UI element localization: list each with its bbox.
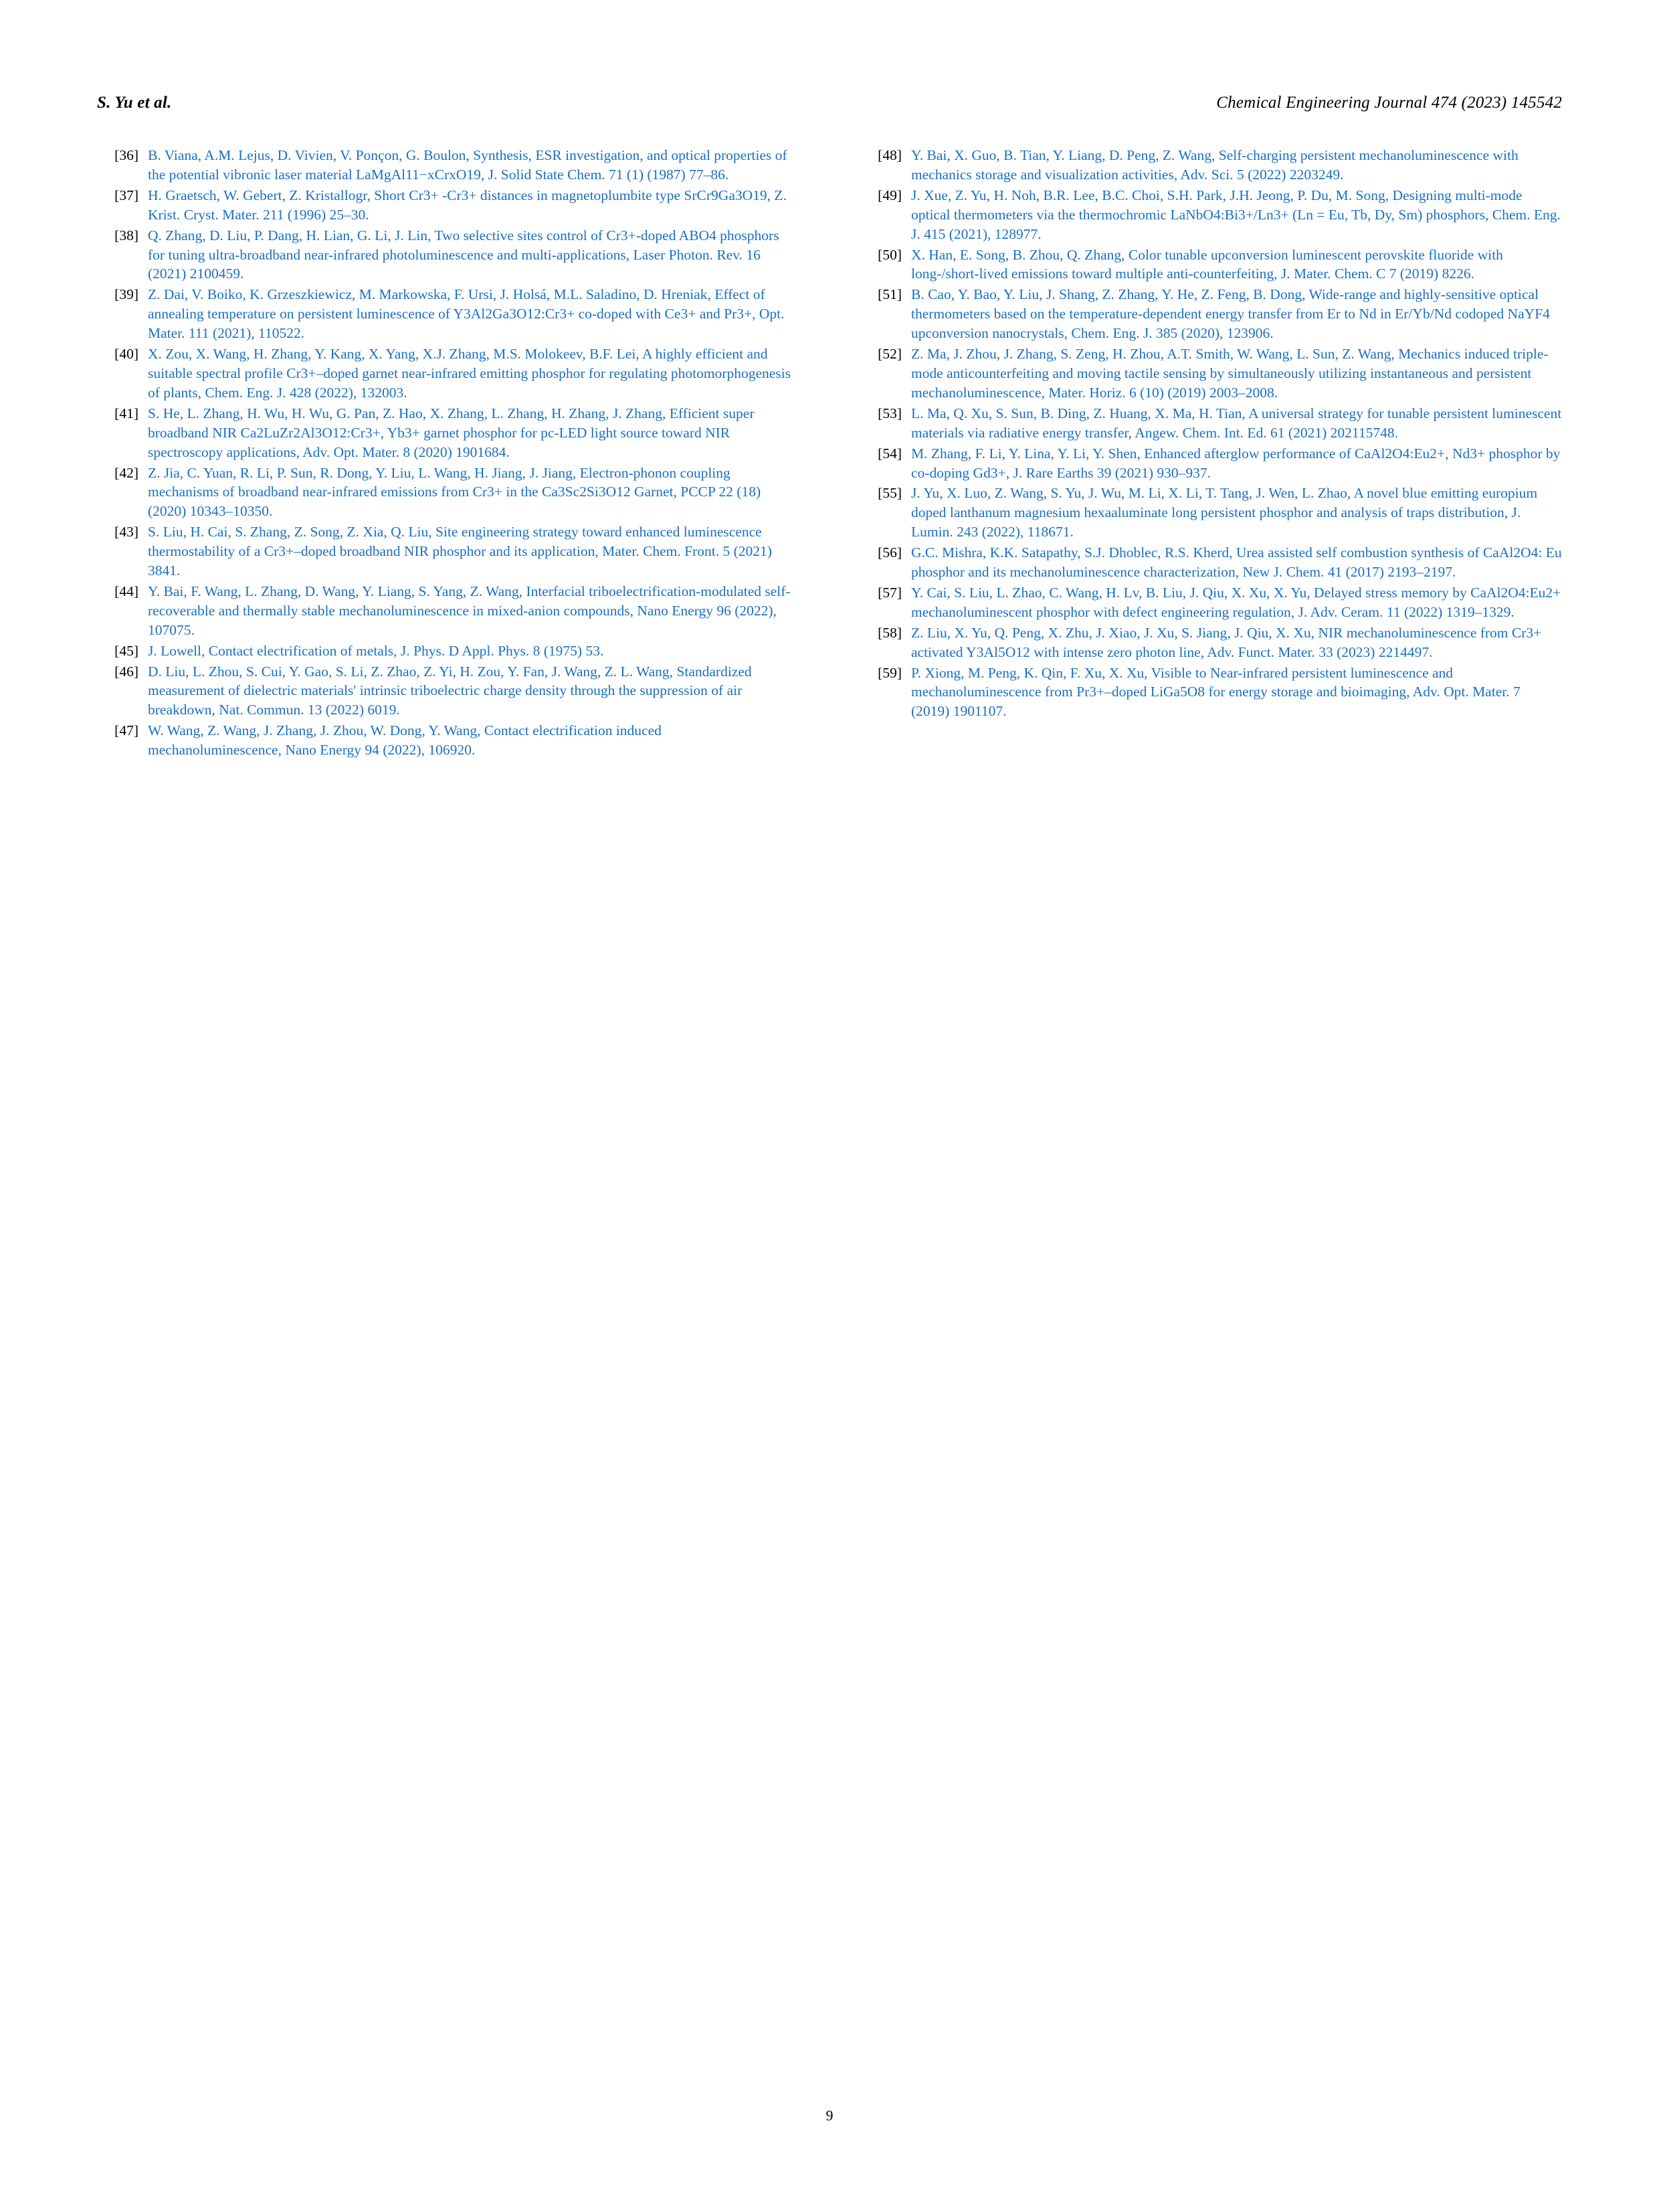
reference-item bbox=[97, 721, 799, 760]
reference-text[interactable]: J. Yu, X. Luo, Z. Wang, S. Yu, J. Wu, M. Li, X. Li, T. Tang, J. Wen, L. Zhao, A novel blue emitting europium doped lanthanum magnesium hexaaluminate long persistent phosphor and analysis of traps distribution, J. Lumin. 243 (2022), 118671. bbox=[911, 485, 1538, 540]
reference-text[interactable]: J. Xue, Z. Yu, H. Noh, B.R. Lee, B.C. Choi, S.H. Park, J.H. Jeong, P. Du, M. Song, Designing multi-mode optical thermometers via the thermochromic LaNbO4:Bi3+/Ln3+ (Ln = Eu, Tb, Dy, Sm) phosphors, Chem. Eng. J. 415 (2021), 128977. bbox=[911, 187, 1561, 242]
reference-number: [57] bbox=[878, 584, 902, 601]
reference-item bbox=[97, 522, 799, 581]
reference-text[interactable]: X. Zou, X. Wang, H. Zhang, Y. Kang, X. Yang, X.J. Zhang, M.S. Molokeev, B.F. Lei, A highly efficient and suitable spectral profile Cr3+–doped garnet near-infrared emitting phosphor for regulating photomorphogenesis of plants, Chem. Eng. J. 428 (2022), 132003. bbox=[148, 346, 791, 401]
reference-item bbox=[97, 464, 799, 522]
reference-item bbox=[860, 146, 1562, 185]
reference-number: [44] bbox=[114, 583, 138, 599]
reference-number: [39] bbox=[114, 286, 138, 303]
reference-text[interactable]: P. Xiong, M. Peng, K. Qin, F. Xu, X. Xu, Visible to Near-infrared persistent luminescence and mechanoluminescence from Pr3+–doped LiGa5O8 for energy storage and bioimaging, Adv. Opt. Mater. 7 (2019) 1901107. bbox=[911, 664, 1521, 720]
reference-number: [47] bbox=[114, 722, 138, 739]
reference-number: [52] bbox=[878, 346, 902, 363]
reference-number: [42] bbox=[114, 464, 138, 481]
reference-item bbox=[97, 641, 799, 661]
reference-number: [59] bbox=[878, 664, 902, 681]
reference-number: [49] bbox=[878, 187, 902, 203]
reference-text[interactable]: H. Graetsch, W. Gebert, Z. Kristallogr, Short Cr3+ -Cr3+ distances in magnetoplumbite type SrCr9Ga3O19, Z. Krist. Cryst. Mater. 211 (1996) 25–30. bbox=[148, 187, 787, 223]
reference-text[interactable]: Z. Ma, J. Zhou, J. Zhang, S. Zeng, H. Zhou, A.T. Smith, W. Wang, L. Sun, Z. Wang, Mechanics induced triple-mode anticounterfeiting and moving tactile sensing by simultaneously utilizing instantaneous and persistent mechanoluminescence, Mater. Horiz. 6 (10) (2019) 2003–2008. bbox=[911, 346, 1549, 401]
reference-item bbox=[97, 186, 799, 225]
reference-number: [54] bbox=[878, 445, 902, 462]
reference-text[interactable]: J. Lowell, Contact electrification of metals, J. Phys. D Appl. Phys. 8 (1975) 53. bbox=[148, 642, 604, 659]
reference-number: [43] bbox=[114, 524, 138, 540]
reference-item bbox=[97, 662, 799, 720]
reference-item bbox=[97, 285, 799, 343]
reference-number: [51] bbox=[878, 286, 902, 303]
reference-item bbox=[860, 404, 1562, 443]
reference-number: [53] bbox=[878, 405, 902, 421]
reference-item bbox=[860, 583, 1562, 622]
reference-text[interactable]: B. Cao, Y. Bao, Y. Liu, J. Shang, Z. Zhang, Y. He, Z. Feng, B. Dong, Wide-range and highly-sensitive optical thermometers based on the temperature-dependent energy transfer from Er to Nd in Er/Yb/Nd codoped NaYF4 upconversion nanocrystals, Chem. Eng. J. 385 (2020), 123906. bbox=[911, 286, 1550, 342]
reference-text[interactable]: Z. Jia, C. Yuan, R. Li, P. Sun, R. Dong, Y. Liu, L. Wang, H. Jiang, J. Jiang, Electron-phonon coupling mechanisms of broadband near-infrared emissions from Cr3+ in the Ca3Sc2Si3O12 Garnet, PCCP 22 (18) (2020) 10343–10350. bbox=[148, 464, 761, 520]
reference-item bbox=[97, 344, 799, 403]
running-head-authors: S. Yu et al. bbox=[97, 94, 172, 112]
reference-item bbox=[97, 582, 799, 640]
reference-number: [36] bbox=[114, 147, 138, 163]
reference-number: [37] bbox=[114, 187, 138, 203]
reference-number: [48] bbox=[878, 147, 902, 163]
reference-number: [45] bbox=[114, 642, 138, 659]
reference-text[interactable]: S. Liu, H. Cai, S. Zhang, Z. Song, Z. Xia, Q. Liu, Site engineering strategy toward enhanced luminescence thermostability of a Cr3+–doped broadband NIR phosphor and its application, Mater. Chem. Front. 5 (2021) 3841. bbox=[148, 524, 772, 579]
reference-text[interactable]: W. Wang, Z. Wang, J. Zhang, J. Zhou, W. Dong, Y. Wang, Contact electrification induced mechanoluminescence, Nano Energy 94 (2022), 106920. bbox=[148, 722, 662, 759]
reference-number: [56] bbox=[878, 544, 902, 561]
reference-text[interactable]: Y. Bai, X. Guo, B. Tian, Y. Liang, D. Peng, Z. Wang, Self-charging persistent mechanoluminescence with mechanics storage and visualization activities, Adv. Sci. 5 (2022) 2203249. bbox=[911, 147, 1519, 183]
reference-item bbox=[860, 285, 1562, 343]
reference-column-left bbox=[97, 146, 799, 761]
reference-item bbox=[97, 146, 799, 185]
reference-text[interactable]: Z. Dai, V. Boiko, K. Grzeszkiewicz, M. Markowska, F. Ursi, J. Holsá, M.L. Saladino, D. Hreniak, Effect of annealing temperature on persistent luminescence of Y3Al2Ga3O12:Cr3+ co-doped with Ce3+ and Pr3+, Opt. Mater. 111 (2021), 110522. bbox=[148, 286, 785, 342]
reference-number: [50] bbox=[878, 246, 902, 263]
reference-item bbox=[860, 344, 1562, 403]
running-head-journal: Chemical Engineering Journal 474 (2023) 145542 bbox=[1216, 94, 1562, 112]
reference-text[interactable]: Y. Cai, S. Liu, L. Zhao, C. Wang, H. Lv, B. Liu, J. Qiu, X. Xu, X. Yu, Delayed stress memory by CaAl2O4:Eu2+ mechanoluminescent phosphor with defect engineering regulation, J. Adv. Ceram. 11 (2022) 1319–1329. bbox=[911, 584, 1561, 620]
reference-number: [58] bbox=[878, 624, 902, 641]
reference-item bbox=[860, 444, 1562, 483]
reference-item bbox=[860, 484, 1562, 542]
reference-columns bbox=[97, 146, 1562, 761]
reference-text[interactable]: Q. Zhang, D. Liu, P. Dang, H. Lian, G. Li, J. Lin, Two selective sites control of Cr3+-doped ABO4 phosphors for tuning ultra-broadband near-infrared photoluminescence and multi-applications, Laser Photon. Rev. 16 (2021) 2100459. bbox=[148, 227, 779, 282]
running-head bbox=[97, 94, 1562, 120]
reference-text[interactable]: X. Han, E. Song, B. Zhou, Q. Zhang, Color tunable upconversion luminescent perovskite fluoride with long-/short-lived emissions toward multiple anti-counterfeiting, J. Mater. Chem. C 7 (2019) 8226. bbox=[911, 246, 1503, 282]
reference-number: [46] bbox=[114, 663, 138, 680]
reference-item bbox=[860, 186, 1562, 244]
reference-text[interactable]: D. Liu, L. Zhou, S. Cui, Y. Gao, S. Li, Z. Zhao, Z. Yi, H. Zou, Y. Fan, J. Wang, Z. L. Wang, Standardized measurement of dielectric materials' intrinsic triboelectric charge density through the suppression of air breakdown, Nat. Commun. 13 (2022) 6019. bbox=[148, 663, 752, 718]
reference-column-right bbox=[860, 146, 1562, 761]
reference-number: [41] bbox=[114, 405, 138, 421]
reference-text[interactable]: B. Viana, A.M. Lejus, D. Vivien, V. Ponçon, G. Boulon, Synthesis, ESR investigation, and optical properties of the potential vibronic laser material LaMgAl11−xCrxO19, J. Solid State Chem. 71 (1) (1987) 77–86. bbox=[148, 147, 787, 183]
reference-number: [38] bbox=[114, 227, 138, 243]
reference-number: [55] bbox=[878, 485, 902, 502]
reference-item bbox=[860, 245, 1562, 284]
reference-text[interactable]: G.C. Mishra, K.K. Satapathy, S.J. Dhoblec, R.S. Kherd, Urea assisted self combustion synthesis of CaAl2O4: Eu phosphor and its mechanoluminescence characterization, New J. Chem. 41 (2017) 2193–2197. bbox=[911, 544, 1562, 581]
reference-item bbox=[97, 226, 799, 284]
reference-number: [40] bbox=[114, 346, 138, 363]
reference-item bbox=[860, 623, 1562, 662]
reference-item bbox=[97, 404, 799, 462]
reference-text[interactable]: M. Zhang, F. Li, Y. Lina, Y. Li, Y. Shen, Enhanced afterglow performance of CaAl2O4:Eu2+, Nd3+ phosphor by co-doping Gd3+, J. Rare Earths 39 (2021) 930–937. bbox=[911, 445, 1561, 481]
reference-text[interactable]: L. Ma, Q. Xu, S. Sun, B. Ding, Z. Huang, X. Ma, H. Tian, A universal strategy for tunable persistent luminescent materials via radiative energy transfer, Angew. Chem. Int. Ed. 61 (2021) 202115748. bbox=[911, 405, 1562, 441]
reference-item bbox=[860, 664, 1562, 722]
reference-text[interactable]: Y. Bai, F. Wang, L. Zhang, D. Wang, Y. Liang, S. Yang, Z. Wang, Interfacial triboelectrification-modulated self-recoverable and thermally stable mechanoluminescence in mixed-anion compounds, Nano Energy 96 (2022), 107075. bbox=[148, 583, 791, 638]
page-number: 9 bbox=[825, 2107, 834, 2124]
reference-text[interactable]: S. He, L. Zhang, H. Wu, H. Wu, G. Pan, Z. Hao, X. Zhang, L. Zhang, H. Zhang, J. Zhang, Efficient super broadband NIR Ca2LuZr2Al3O12:Cr3+, Yb3+ garnet phosphor for pc-LED light source toward NIR spectroscopy applications, Adv. Opt. Mater. 8 (2020) 1901684. bbox=[148, 405, 755, 460]
reference-text[interactable]: Z. Liu, X. Yu, Q. Peng, X. Zhu, J. Xiao, J. Xu, S. Jiang, J. Qiu, X. Xu, NIR mechanoluminescence from Cr3+ activated Y3Al5O12 with intense zero photon line, Adv. Funct. Mater. 33 (2023) 2214497. bbox=[911, 624, 1542, 660]
reference-item bbox=[860, 543, 1562, 582]
